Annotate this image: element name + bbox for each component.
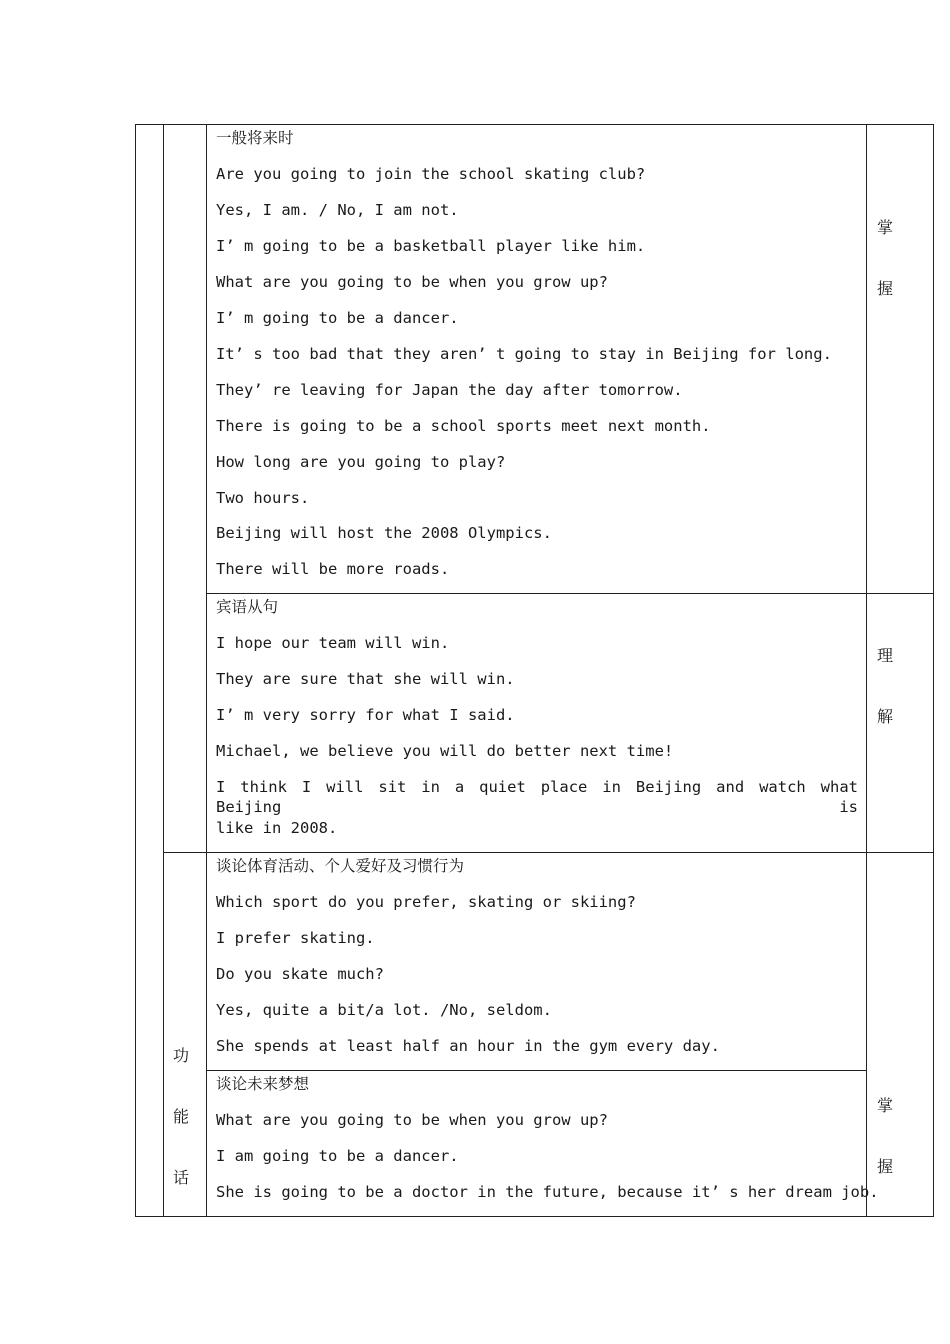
- example-sentence: Yes, I am. / No, I am not.: [216, 201, 459, 219]
- level-char: 掌: [876, 218, 893, 237]
- example-sentence: I’ m going to be a dancer.: [216, 309, 459, 327]
- example-sentence: Beijing will host the 2008 Olympics.: [216, 524, 552, 542]
- example-sentence: They’ re leaving for Japan the day after tomorrow.: [216, 381, 683, 399]
- example-sentence: Michael, we believe you will do better next time!: [216, 742, 674, 760]
- example-sentence: There will be more roads.: [216, 560, 450, 578]
- table-border-right: [933, 124, 934, 1217]
- section-heading: 一般将来时: [216, 129, 294, 147]
- level-char: 理: [876, 646, 893, 665]
- level-char: 掌: [876, 1096, 893, 1115]
- example-sentence: What are you going to be when you grow up?: [216, 1111, 608, 1129]
- example-sentence: like in 2008.: [216, 819, 338, 837]
- example-sentence: There is going to be a school sports meet next month.: [216, 417, 711, 435]
- table-border-left: [135, 124, 136, 1217]
- table-divider-col1: [163, 124, 164, 1217]
- example-sentence: I am going to be a dancer.: [216, 1147, 459, 1165]
- example-sentence: It’ s too bad that they aren’ t going to stay in Beijing for long.: [216, 345, 832, 363]
- row-divider-1: [206, 593, 934, 594]
- example-sentence: I hope our team will win.: [216, 634, 450, 652]
- example-sentence: I prefer skating.: [216, 929, 375, 947]
- level-char: 解: [876, 707, 893, 726]
- level-char: 握: [876, 279, 893, 298]
- example-sentence: Yes, quite a bit/a lot. /No, seldom.: [216, 1001, 552, 1019]
- table-border-top: [135, 124, 934, 125]
- table-divider-col3: [866, 124, 867, 1217]
- example-sentence: Which sport do you prefer, skating or skiing?: [216, 893, 636, 911]
- row-divider-2: [163, 852, 934, 853]
- level-char: 握: [876, 1157, 893, 1176]
- example-sentence: She is going to be a doctor in the future, because it’ s her dream job.: [216, 1183, 879, 1201]
- table-divider-col2: [206, 124, 207, 1217]
- example-sentence: Do you skate much?: [216, 965, 384, 983]
- category-char: 话: [172, 1168, 189, 1187]
- example-sentence: I’ m going to be a basketball player like him.: [216, 237, 646, 255]
- example-sentence: I think I will sit in a quiet place in Beijing and watch what Beijing is: [216, 778, 858, 816]
- row-divider-3: [206, 1070, 867, 1071]
- example-sentence: They are sure that she will win.: [216, 670, 515, 688]
- example-sentence: I’ m very sorry for what I said.: [216, 706, 515, 724]
- example-sentence: She spends at least half an hour in the gym every day.: [216, 1037, 720, 1055]
- section-heading: 宾语从句: [216, 598, 279, 616]
- category-char: 能: [172, 1107, 189, 1126]
- example-sentence: Are you going to join the school skating club?: [216, 165, 646, 183]
- example-sentence: Two hours.: [216, 489, 310, 507]
- table-border-bottom: [135, 1216, 934, 1217]
- section-heading: 谈论体育活动、个人爱好及习惯行为: [216, 857, 465, 875]
- category-char: 功: [172, 1046, 189, 1065]
- example-sentence: How long are you going to play?: [216, 453, 506, 471]
- section-heading: 谈论未来梦想: [216, 1075, 310, 1093]
- example-sentence: What are you going to be when you grow up?: [216, 273, 608, 291]
